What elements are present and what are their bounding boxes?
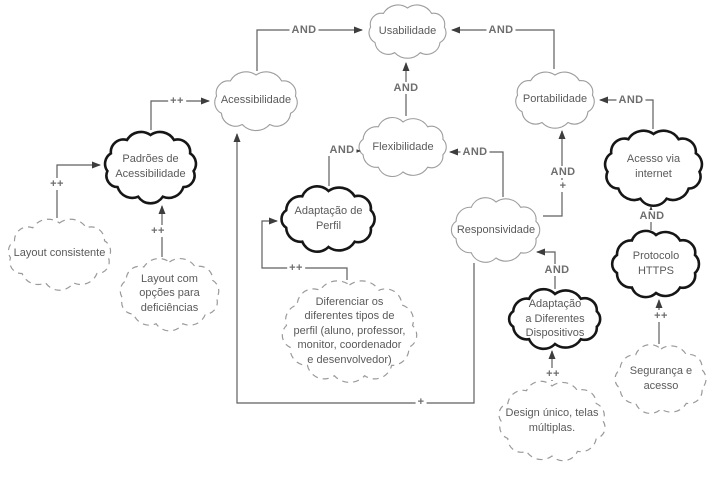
edge-label-adaptacao-perfil-to-flexibilidade: AND — [329, 144, 355, 156]
node-label-design-unico: Design único, telas múltiplas. — [505, 407, 599, 434]
cloud-node-protocolo-https — [612, 231, 699, 297]
cloud-node-acesso-internet — [605, 131, 702, 206]
node-label-portabilidade: Portabilidade — [522, 93, 588, 106]
edge-label-responsividade-to-portabilidade-1: + — [559, 180, 567, 192]
node-label-responsividade: Responsividade — [456, 223, 536, 236]
cloud-node-usabilidade — [369, 5, 446, 58]
edge-label-seguranca-acesso-to-protocolo-https: ++ — [654, 310, 668, 322]
node-label-padroes-acessibilidade: Padrões de Acessibilidade — [115, 152, 186, 180]
node-label-acesso-internet: Acesso via internet — [626, 153, 681, 180]
node-label-protocolo-https: Protocolo HTTPS — [632, 250, 680, 277]
node-label-diferenciar-perfis: Diferenciar os diferentes tipos de perfil (aluno, professor, monitor, coordenador e desenvolvedor) — [293, 295, 406, 366]
edge-label-design-unico-to-adaptacao-dispositivos: ++ — [546, 368, 560, 380]
cloud-node-portabilidade — [516, 72, 594, 128]
edge-acessibilidade-to-usabilidade — [257, 30, 362, 71]
edge-label-adaptacao-dispositivos-to-responsividade: AND — [544, 264, 570, 276]
edge-label-acesso-internet-to-portabilidade: AND — [618, 94, 644, 106]
cloud-node-layout-consistente — [8, 219, 110, 290]
edge-adaptacao-perfil-to-flexibilidade — [329, 151, 360, 186]
edge-label-acessibilidade-to-usabilidade: AND — [291, 24, 317, 36]
cloud-node-design-unico — [499, 381, 605, 460]
cloud-node-diferenciar-perfis — [282, 281, 416, 382]
node-label-usabilidade: Usabilidade — [378, 24, 437, 37]
edge-label-padroes-acessibilidade-to-acessibilidade: ++ — [170, 95, 184, 107]
edge-responsividade-to-flexibilidade — [450, 152, 503, 197]
edge-label-responsividade-to-portabilidade: AND — [550, 166, 576, 178]
edge-label-flexibilidade-to-usabilidade: AND — [393, 82, 419, 94]
node-label-acessibilidade: Acessibilidade — [220, 94, 292, 107]
edge-layout-consistente-to-padroes-acessibilidade — [57, 165, 100, 218]
cloud-node-flexibilidade — [359, 117, 446, 176]
edge-label-portabilidade-to-usabilidade: AND — [488, 24, 514, 36]
node-label-seguranca-acesso: Segurança e acesso — [629, 365, 693, 392]
edge-padroes-acessibilidade-to-acessibilidade — [151, 101, 209, 130]
cloud-node-adaptacao-perfil — [281, 186, 374, 251]
edge-label-layout-opcoes-to-padroes-acessibilidade: ++ — [151, 225, 165, 237]
cloud-node-adaptacao-dispositivos — [509, 289, 600, 349]
cloud-node-layout-opcoes — [120, 259, 219, 331]
cloud-node-padroes-acessibilidade — [105, 132, 196, 203]
node-label-layout-opcoes: Layout com opções para deficiências — [139, 272, 200, 314]
node-label-flexibilidade: Flexibilidade — [372, 140, 434, 153]
edge-label-layout-consistente-to-padroes-acessibilidade: ++ — [50, 178, 64, 190]
cloud-node-responsividade — [451, 198, 539, 263]
node-label-adaptacao-perfil: Adaptação de Perfil — [294, 205, 363, 232]
edge-label-responsividade-to-flexibilidade: AND — [462, 146, 488, 158]
edge-portabilidade-to-usabilidade — [452, 30, 554, 69]
node-label-adaptacao-dispositivos: Adaptação a Diferentes Dispositivos — [525, 298, 585, 340]
cloud-node-seguranca-acesso — [615, 345, 706, 414]
edge-label-diferenciar-perfis-to-adaptacao-perfil: ++ — [289, 262, 303, 274]
edge-label-protocolo-https-to-acesso-internet: AND — [639, 210, 665, 222]
edge-responsividade-to-portabilidade — [543, 131, 562, 216]
edge-acesso-internet-to-portabilidade — [600, 100, 653, 129]
node-label-layout-consistente: Layout consistente — [13, 247, 106, 260]
edge-label-responsividade-to-acessibilidade: + — [417, 396, 425, 408]
edge-adaptacao-dispositivos-to-responsividade — [537, 252, 555, 289]
cloud-node-acessibilidade — [215, 72, 297, 131]
